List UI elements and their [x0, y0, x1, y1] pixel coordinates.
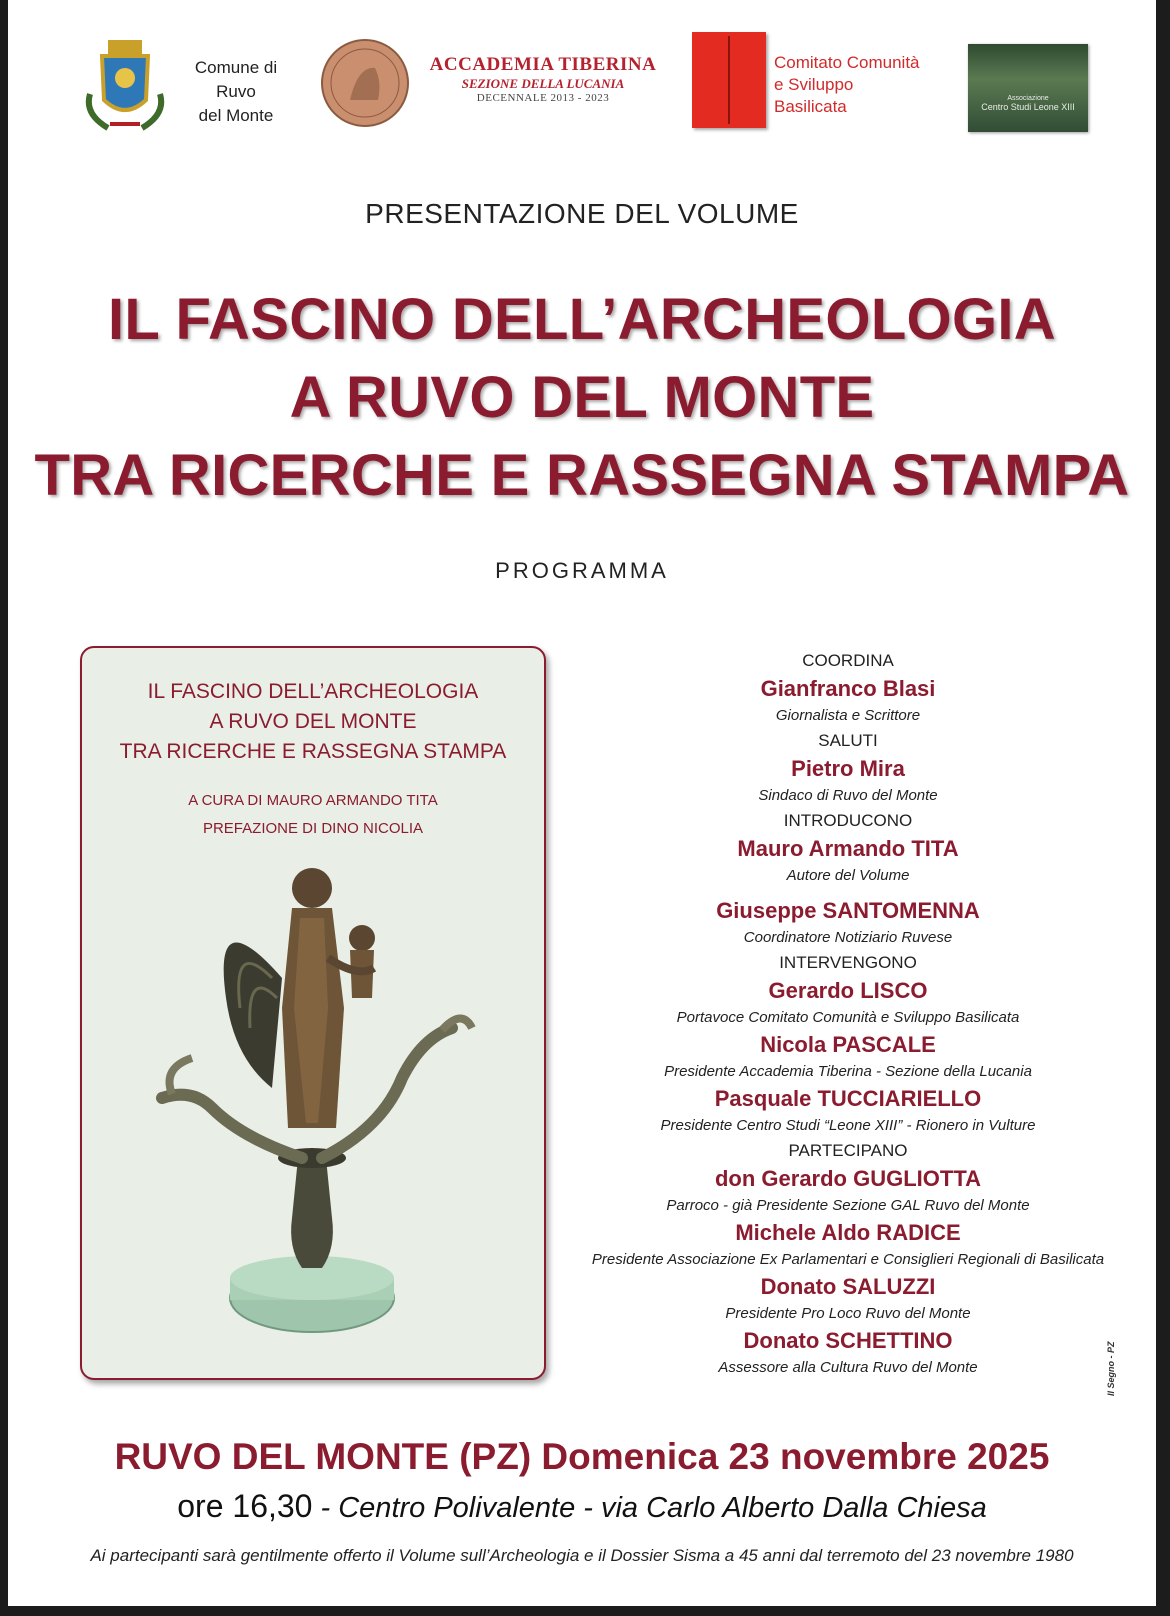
cover-curator: A CURA DI MAURO ARMANDO TITA: [188, 792, 438, 809]
comitato-name: Comitato Comunità e Sviluppo Basilicata: [774, 53, 920, 116]
centro-studi-logo: Associazione Centro Studi Leone XIII: [968, 44, 1088, 132]
cover-title-line-3: TRA RICERCHE E RASSEGNA STAMPA: [119, 740, 507, 763]
program-role-coordina: COORDINA: [802, 651, 894, 670]
program-name: Donato SALUZZI: [760, 1274, 936, 1299]
comitato-logo-square: [692, 32, 766, 128]
event-place-date: RUVO DEL MONTE (PZ) Domenica 23 novembre 2025: [114, 1436, 1050, 1477]
event-offer-note: Ai partecipanti sarà gentilmente offerto il Volume sull’Archeologia e il Dossier Sisma a 45 anni dal terremoto del 23 novembre 1980: [90, 1546, 1074, 1565]
program-name: Pietro Mira: [791, 756, 905, 781]
program-name: Pasquale TUCCIARIELLO: [714, 1086, 982, 1111]
program-desc: Sindaco di Ruvo del Monte: [758, 787, 938, 804]
program-desc: Presidente Pro Loco Ruvo del Monte: [725, 1305, 971, 1322]
accademia-tiberina-logo: ACCADEMIA TIBERINA SEZIONE DELLA LUCANIA DECENNALE 2013 - 2023: [429, 54, 657, 104]
bronze-statuette-icon: [122, 858, 502, 1358]
program-role-saluti: SALUTI: [818, 731, 878, 750]
main-title-line-1: IL FASCINO DELL’ARCHEOLOGIA: [108, 287, 1056, 352]
program-desc: Presidente Accademia Tiberina - Sezione della Lucania: [664, 1063, 1032, 1080]
program-desc: Presidente Centro Studi “Leone XIII” - Rionero in Vulture: [660, 1117, 1036, 1134]
event-time: ore 16,30: [177, 1488, 313, 1524]
program-name: Donato SCHETTINO: [743, 1328, 953, 1353]
program-name: Nicola PASCALE: [760, 1032, 936, 1057]
cover-title-line-2: A RUVO DEL MONTE: [209, 710, 417, 733]
cover-title-line-1: IL FASCINO DELL’ARCHEOLOGIA: [147, 680, 479, 703]
cover-preface: PREFAZIONE DI DINO NICOLIA: [202, 820, 424, 837]
comune-crest-icon: [80, 34, 170, 134]
program-role-introducono: INTRODUCONO: [783, 811, 913, 830]
book-cover: [80, 646, 546, 1380]
main-title-line-3: TRA RICERCHE E RASSEGNA STAMPA: [34, 443, 1130, 508]
printer-credit: Il Segno - PZ: [1106, 1341, 1116, 1396]
program-name: Michele Aldo RADICE: [735, 1220, 961, 1245]
program-name: don Gerardo GUGLIOTTA: [714, 1166, 982, 1191]
program-desc: Presidente Associazione Ex Parlamentari e Consiglieri Regionali di Basilicata: [591, 1251, 1105, 1268]
program-desc: Parroco - già Presidente Sezione GAL Ruvo del Monte: [666, 1197, 1030, 1214]
event-time-location: [8, 1488, 1156, 1525]
program-desc: Portavoce Comitato Comunità e Sviluppo Basilicata: [676, 1009, 1020, 1026]
program-desc: Coordinatore Notiziario Ruvese: [743, 929, 953, 946]
accademia-medal-icon: [320, 38, 410, 128]
event-location: - Centro Polivalente - via Carlo Alberto Dalla Chiesa: [312, 1492, 987, 1524]
program-desc: Autore del Volume: [786, 867, 910, 884]
program-list: [568, 648, 1128, 1380]
program-role-partecipano: PARTECIPANO: [788, 1141, 908, 1160]
presentation-heading: PRESENTAZIONE DEL VOLUME: [365, 198, 799, 229]
programma-heading: PROGRAMMA: [495, 558, 669, 583]
program-name: Gianfranco Blasi: [760, 676, 936, 701]
program-desc: Giornalista e Scrittore: [775, 707, 921, 724]
program-name: Giuseppe SANTOMENNA: [716, 898, 980, 923]
poster: [8, 0, 1156, 1606]
program-name: Gerardo LISCO: [768, 978, 928, 1003]
main-title-line-2: A RUVO DEL MONTE: [289, 365, 875, 430]
comune-name: Comune di Ruvo del Monte: [194, 58, 278, 125]
program-desc: Assessore alla Cultura Ruvo del Monte: [718, 1359, 978, 1376]
program-name: Mauro Armando TITA: [737, 836, 959, 861]
program-role-intervengono: INTERVENGONO: [779, 953, 917, 972]
